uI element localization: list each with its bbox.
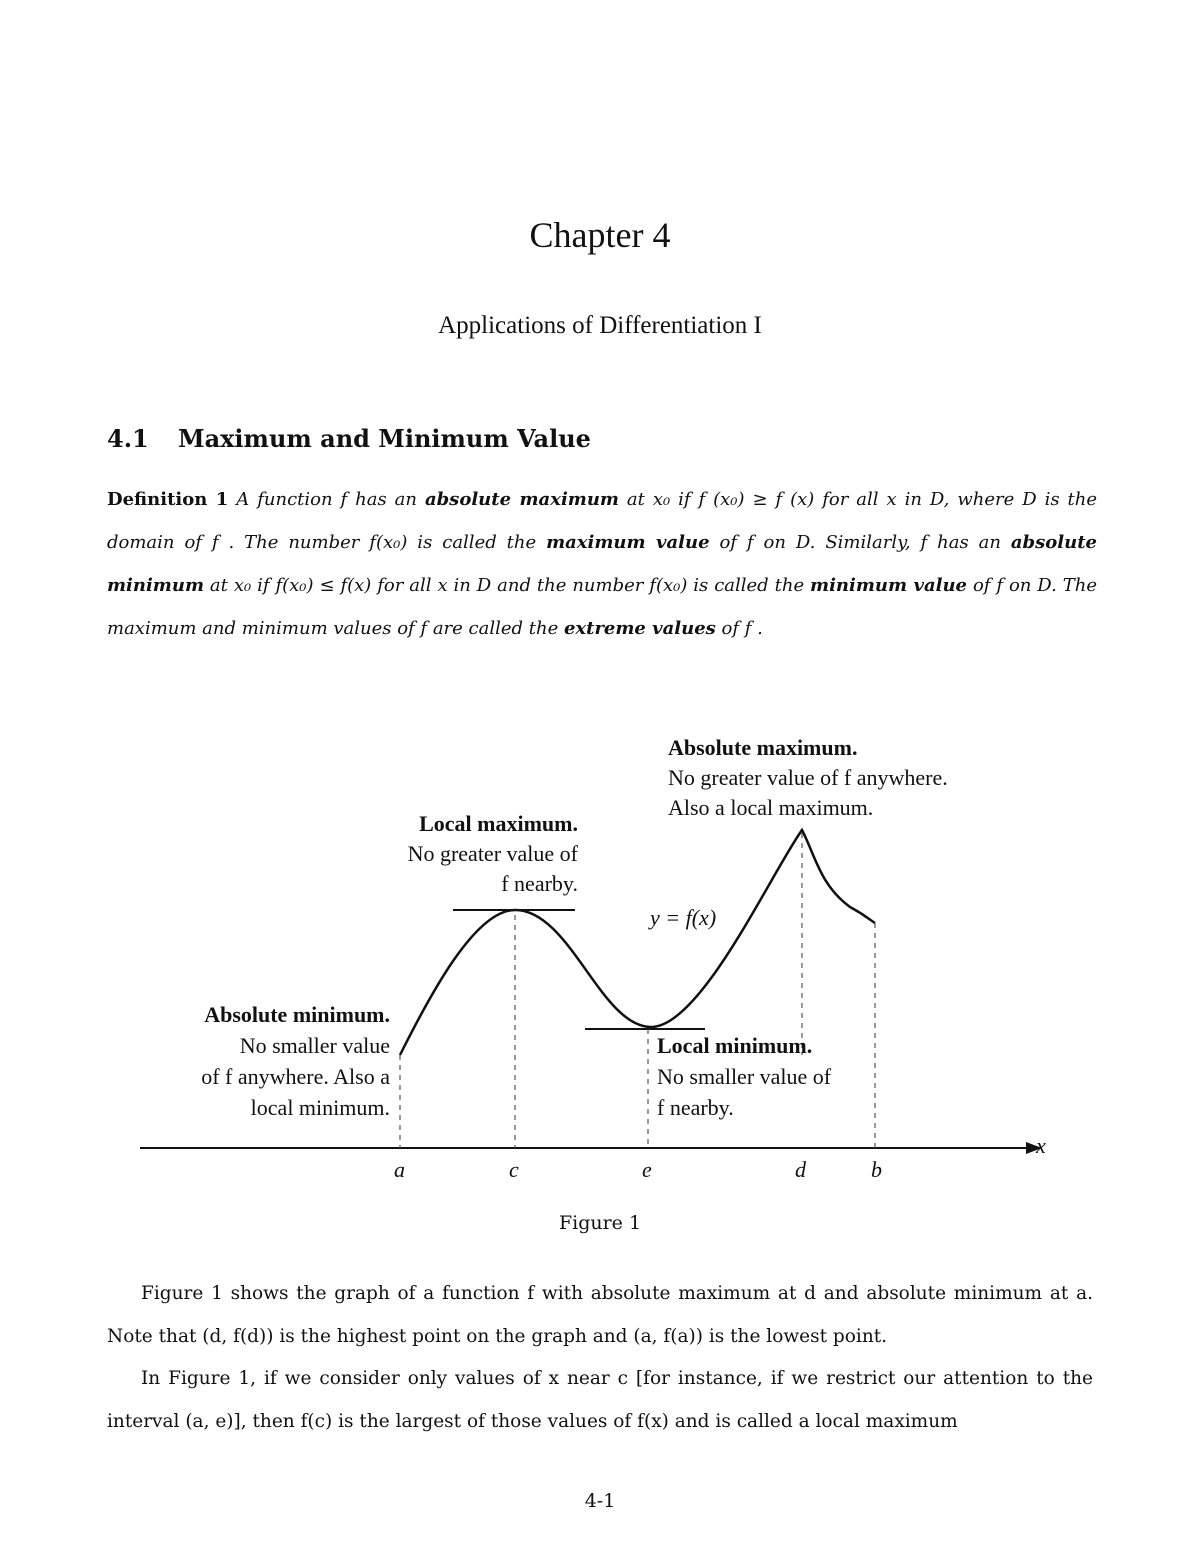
axis-label-e: e bbox=[642, 1157, 652, 1182]
figure-caption: Figure 1 bbox=[558, 1212, 642, 1234]
local-max-line2: f nearby. bbox=[501, 871, 578, 896]
abs-min-line3: local minimum. bbox=[250, 1095, 390, 1120]
term-minimum-value: minimum value bbox=[810, 575, 968, 596]
local-max-title: Local maximum. bbox=[419, 811, 578, 836]
term-absolute-minimum: absolute minimum bbox=[107, 532, 1097, 596]
term-absolute-maximum: absolute maximum bbox=[424, 489, 619, 510]
abs-max-line1: No greater value of f anywhere. bbox=[668, 765, 948, 790]
definition-text: of f on D. Similarly, f has an bbox=[709, 532, 1011, 553]
local-min-line1: No smaller value of bbox=[657, 1064, 832, 1089]
page-number: 4-1 bbox=[584, 1490, 616, 1512]
abs-max-line2: Also a local maximum. bbox=[668, 795, 874, 820]
paragraph-2: In Figure 1, if we consider only values of x near c [for instance, if we restrict our attention to the interval (a, e)], then f(c) is the largest of those values of f(x) and is called a local maximum bbox=[107, 1368, 1093, 1432]
definition-text: A function f has an bbox=[236, 489, 425, 510]
function-graph bbox=[130, 725, 1060, 1195]
abs-max-title: Absolute maximum. bbox=[668, 735, 858, 760]
section-heading bbox=[107, 424, 591, 453]
figure-extrema bbox=[130, 725, 1060, 1195]
definition-text: of f on D. The maximum and minimum values of f are called the bbox=[107, 575, 1097, 639]
section-number: 4.1 bbox=[107, 424, 149, 453]
abs-min-line2: of f anywhere. Also a bbox=[201, 1064, 390, 1089]
axis-label-d: d bbox=[795, 1157, 806, 1182]
definition-block bbox=[107, 478, 1097, 650]
axis-label-a: a bbox=[394, 1157, 405, 1182]
term-maximum-value: maximum value bbox=[546, 532, 710, 553]
axis-label-c: c bbox=[509, 1157, 519, 1182]
definition-text: at x₀ if f(x₀) ≤ f(x) for all x in D and the number f(x₀) is called the bbox=[204, 575, 811, 596]
paragraph-1: Figure 1 shows the graph of a function f with absolute maximum at d and absolute minimum at a. Note that (d, f(d)) is the highest point on the graph and (a, f(a)) is the lowest point. bbox=[107, 1283, 1093, 1347]
local-min-line2: f nearby. bbox=[657, 1095, 734, 1120]
abs-min-line1: No smaller value bbox=[239, 1033, 390, 1058]
definition-text: of f . bbox=[715, 618, 763, 639]
term-extreme-values: extreme values bbox=[563, 618, 716, 639]
axis-label-b: b bbox=[871, 1157, 882, 1182]
abs-min-title: Absolute minimum. bbox=[204, 1002, 390, 1027]
local-max-line1: No greater value of bbox=[407, 841, 578, 866]
definition-label: Definition 1 bbox=[107, 489, 229, 510]
section-title: Maximum and Minimum Value bbox=[178, 424, 591, 453]
axis-label-x: x bbox=[1036, 1133, 1046, 1158]
chapter-subtitle: Applications of Differentiation I bbox=[438, 312, 762, 339]
chapter-title: Chapter 4 bbox=[529, 215, 671, 255]
curve-label: y = f(x) bbox=[650, 905, 717, 930]
definition-text: at x₀ if f (x₀) ≥ f (x) for all x in D, where D is the domain of f . The number f(x₀) is called the bbox=[107, 489, 1097, 553]
local-min-title: Local minimum. bbox=[657, 1033, 813, 1058]
